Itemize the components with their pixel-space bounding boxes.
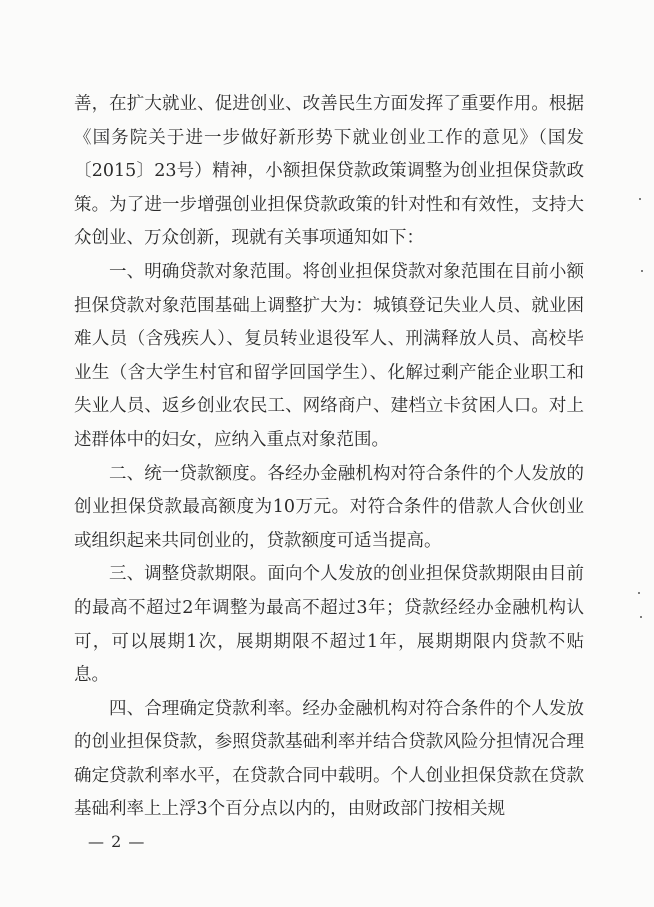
- scan-speck: [638, 592, 640, 594]
- scan-speck: [641, 270, 643, 272]
- paragraph-item-2: 二、统一贷款额度。各经办金融机构对符合条件的个人发放的创业担保贷款最高额度为10万元。对符合条件的借款人合伙创业或组织起来共同创业的，贷款额度可适当提高。: [74, 463, 584, 551]
- scan-speck: [640, 616, 642, 618]
- document-body: [74, 88, 584, 827]
- page-number: — 2 —: [88, 832, 146, 851]
- scan-speck: [639, 198, 641, 200]
- paragraph-item-4: 四、合理确定贷款利率。经办金融机构对符合条件的个人发放的创业担保贷款，参照贷款基础利率并结合贷款风险分担情况合理确定贷款利率水平，在贷款合同中载明。个人创业担保贷款在贷款基础利率上上浮3个百分点以内的，由财政部门按相关规: [74, 698, 584, 820]
- paragraph-item-3: 三、调整贷款期限。面向个人发放的创业担保贷款期限由目前的最高不超过2年调整为最高不超过3年；贷款经经办金融机构认可，可以展期1次，展期期限不超过1年，展期期限内贷款不贴息。: [74, 564, 584, 686]
- paragraph-intro: 善，在扩大就业、促进创业、改善民生方面发挥了重要作用。根据《国务院关于进一步做好新形势下就业创业工作的意见》（国发〔2015〕23号）精神，小额担保贷款政策调整为创业担保贷款政策。为了进一步增强创业担保贷款政策的针对性和有效性，支持大众创业、万众创新，现就有关事项通知如下：: [74, 94, 584, 249]
- paragraph-item-1: 一、明确贷款对象范围。将创业担保贷款对象范围在目前小额担保贷款对象范围基础上调整扩大为：城镇登记失业人员、就业困难人员（含残疾人）、复员转业退役军人、刑满释放人员、高校毕业生（含大学生村官和留学回国学生）、化解过剩产能企业职工和失业人员、返乡创业农民工、网络商户、建档立卡贫困人口。对上述群体中的妇女，应纳入重点对象范围。: [74, 261, 584, 450]
